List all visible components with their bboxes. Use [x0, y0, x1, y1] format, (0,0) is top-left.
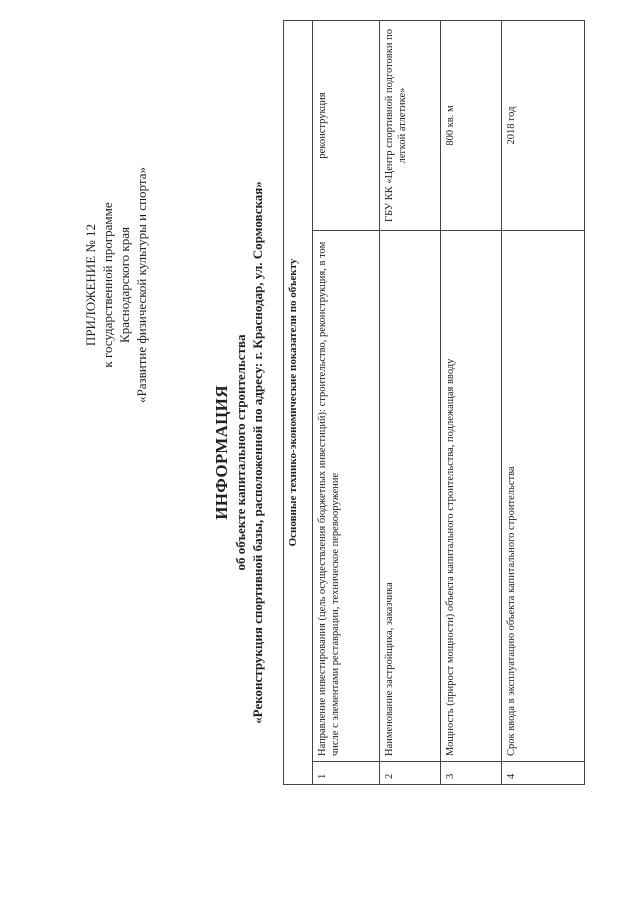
- row-number: 1: [313, 762, 380, 785]
- appendix-program-name: «Развитие физической культуры и спорта»: [134, 167, 149, 403]
- appendix-number: ПРИЛОЖЕНИЕ № 12: [83, 223, 98, 347]
- appendix-header: [82, 135, 150, 435]
- section-header: Основные технико-экономические показатели по объекту: [284, 21, 313, 785]
- table-row: [502, 21, 585, 785]
- indicators-table: [283, 20, 585, 785]
- row-number: 2: [380, 762, 441, 785]
- row-value: 2018 год: [502, 21, 585, 231]
- appendix-program: к государственной программе: [100, 202, 115, 368]
- appendix-region: Краснодарского края: [117, 227, 132, 343]
- table-row: [441, 21, 502, 785]
- row-number: 4: [502, 762, 585, 785]
- document-title: ИНФОРМАЦИЯ: [212, 385, 231, 520]
- row-value: ГБУ КК «Центр спортивной подготовки по легкой атлетике»: [380, 21, 441, 231]
- object-name: «Реконструкция спортивной базы, расположенной по адресу: г. Краснодар, ул. Сормовская»: [250, 181, 265, 724]
- row-value: реконструкция: [313, 21, 380, 231]
- table-row: [380, 21, 441, 785]
- row-indicator: Срок ввода в эксплуатацию объекта капитального строительства: [502, 231, 585, 762]
- document-title-block: [212, 0, 266, 905]
- row-number: 3: [441, 762, 502, 785]
- table-section-row: [284, 21, 313, 785]
- document-subtitle: об объекте капитального строительства: [233, 334, 248, 571]
- row-indicator: Наименование застройщика, заказчика: [380, 231, 441, 762]
- row-value: 800 кв. м: [441, 21, 502, 231]
- row-indicator: Направление инвестирования (цель осуществления бюджетных инвестиций): строительство, реконструкция, в том числе с элементами реставрации, техническое перевооружение: [313, 231, 380, 762]
- table-row: [313, 21, 380, 785]
- row-indicator: Мощность (прирост мощности) объекта капитального строительства, подлежащая вводу: [441, 231, 502, 762]
